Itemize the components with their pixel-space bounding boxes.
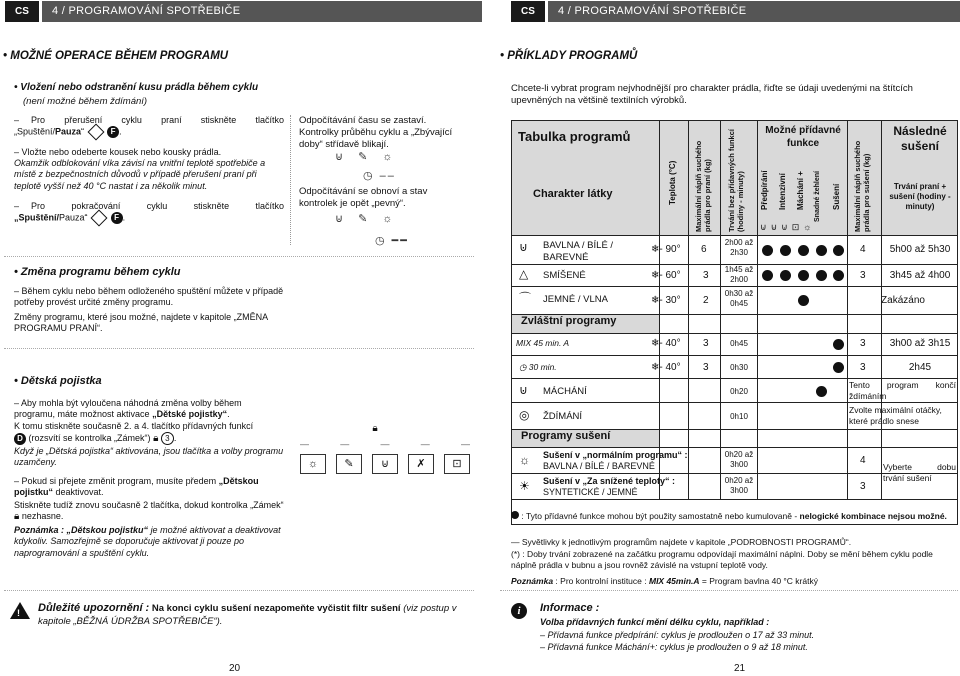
blinking-indicators-icons: ⊍ ✎ ☼ (335, 151, 399, 163)
panel-button-1: ☼ (300, 454, 326, 474)
dry-normal-time: 0h20 až 3h00 (724, 450, 754, 469)
page-header-left: 4 / PROGRAMOVÁNÍ SPOTŘEBIČE (42, 1, 482, 22)
note-2: — Syvětlivky k jednotlivým programům najdete v kapitole „PODROBNOSTI PROGRAMŮ“. (511, 537, 852, 547)
col-max-dry-label: Maximální náplň suchého prádla pro sušení (kg) (853, 140, 871, 232)
row2-dry: 3 (860, 270, 866, 281)
col-line (881, 235, 882, 500)
child-paragraph-1: – Aby mohla být vyloučena náhodná změna volby během programu, máte možnost aktivace „Dětské pojistky“. (14, 398, 242, 420)
mix-total: 3h00 až 3h15 (889, 338, 951, 349)
dry-low-text: SYNTETICKÉ / JEMNÉ (543, 487, 638, 498)
table-title: Tabulka programů (518, 129, 631, 144)
30min-name: ◷ 30 min. (519, 362, 557, 372)
row3-total: Zakázáno (881, 295, 925, 306)
intro-text: Chcete-li vybrat program nejvhodnější pro charakter prádla, řiďte se údaji uvedenými na štítcích upevněných na většině textilních výrobků. (511, 83, 913, 106)
child-note-rest: je možné aktivovat a deaktivovat kdykoliv. Samozřejmě se doporučuje aktivovat ji pouze po naprogramování a spuštění cyklu. (14, 525, 281, 558)
30min-total: 2h45 (908, 362, 932, 373)
steady-indicators-icons: ⊍ ✎ ☼ (335, 213, 399, 225)
insert-paragraph-2: – Vložte nebo odeberte kousek nebo kousky prádla. (14, 147, 222, 157)
dry-low-bold: Sušení v „Za snížené teploty“ : (543, 476, 676, 486)
timer-icon-steady: ◷ ━━ (375, 235, 409, 247)
insert-p4a: Pro pokračování cyklu stiskněte tlačítko (31, 201, 284, 211)
child-p2: K tomu stiskněte současně 2. a 4. tlačítko přídavných funkcí (14, 421, 254, 431)
language-badge-left: CS (5, 1, 39, 22)
col-line (720, 235, 721, 500)
warning-icon (10, 602, 30, 619)
insert-subtitle: (není možné během ždímání) (23, 96, 148, 107)
drying-note: Vyberte dobu trvání sušení (883, 462, 956, 483)
info-sub: Volba přídavných funkcí mění délku cyklu, například : (540, 617, 770, 627)
panel-button-5: ⊡ (444, 454, 470, 474)
delicate-icon: ⌒ (519, 291, 532, 305)
panel-button-3: ⊍ (372, 454, 398, 474)
lock-icon: 🔒︎ (14, 511, 20, 523)
row2-temp: ❄- 60° (651, 270, 681, 281)
mix-temp: ❄- 40° (651, 338, 681, 349)
dot (780, 270, 791, 281)
f-button-icon-2: F (111, 212, 123, 224)
drying-programs-title: Programy sušení (521, 430, 611, 442)
info-icon: i (511, 603, 527, 619)
spin-name: ŽDÍMÁNÍ (543, 411, 583, 422)
mix-load: 3 (703, 338, 709, 349)
col-line (847, 235, 848, 500)
f-button-icon: F (107, 126, 119, 138)
note-1 (511, 511, 956, 522)
row2-temp-text: - 60° (659, 270, 681, 281)
note-4-rest: = Program bavlna 40 °C krátký (701, 576, 818, 586)
next-drying-label: Následné sušení (893, 124, 947, 153)
mix-time: 0h45 (730, 339, 748, 348)
child-note-label: Poznámka : (14, 525, 65, 535)
timer-icon: ◷ ‒‒ (363, 170, 396, 182)
indicator-3-icon: 3 (161, 432, 174, 445)
insert-paragraph-4: – Pro pokračování cyklu stiskněte tlačítko „Spuštění/Pauza“ F . (14, 201, 284, 224)
child-p4b: „Dětskou pojistku“ (14, 476, 259, 498)
special-programs-title: Zvláštní programy (521, 315, 617, 327)
fn3-label: Máchání + (796, 171, 805, 210)
change-paragraph-2: Změny programu, které jsou možné, najdete v kapitole „ZMĚNA PROGRAMU PRANÍ“. (14, 312, 268, 334)
fabric-label: Charakter látky (533, 188, 613, 200)
30min-time: 0h30 (730, 363, 748, 372)
note-3: (*) : Doby trvání zobrazené na začátku programu odpovídají maximální náplni. Doby se mění během cyklu podle náplně prádla v bubnu a jsou rovněž závislé na vstupní teplotě vody. (511, 549, 933, 570)
fn1-label: Předpírání (760, 170, 769, 210)
child-p1a: Aby mohla být vyloučena náhodná změna volby během programu, máte možnost aktivace (14, 398, 242, 420)
language-badge-right: CS (511, 1, 545, 22)
dot (833, 270, 844, 281)
rinse-name: MÁCHÁNÍ (543, 386, 587, 397)
warning-label: Důležité upozornění : (38, 602, 150, 614)
dry-normal-icon: ☼ (519, 453, 530, 467)
start-pause-icon-2 (91, 210, 108, 227)
row1-name: BAVLNA / BÍLÉ / BAREVNÉ (543, 240, 614, 263)
child-p4a: Pokud si přejete změnit program, musíte předem (21, 476, 217, 486)
fn5-label: Sušení (832, 183, 841, 210)
duration-label: Trvání praní + sušení (hodiny - minuty) (889, 182, 951, 211)
change-p1: Během cyklu nebo během odloženého spuštění můžete v případě potřeby provést určité změny programu. (14, 286, 284, 308)
panel-button-4: ✗ (408, 454, 434, 474)
function-icons: ⊍⊍⊍⊡☼ (760, 222, 816, 232)
col-max-wash-label: Maximální náplň suchého prádla pro praní (kg) (694, 140, 712, 232)
info-line-2: – Přídavná funkce Máchání+: cyklus je prodloužen o 9 až 18 minut. (540, 642, 808, 652)
row1-load: 6 (701, 244, 707, 255)
row3-time: 0h30 až 0h45 (724, 289, 754, 308)
30min-name-text: 30 min. (528, 362, 557, 372)
insert-p1b-bold: Pauza (55, 126, 82, 137)
col-temp-label: Teplota (°C) (668, 160, 677, 205)
change-title: • Změna programu během cyklu (14, 266, 181, 278)
rinse-total: Tento program končí ždímáním (849, 380, 956, 401)
change-title-text: Změna programu během cyklu (20, 266, 181, 278)
dot (816, 386, 827, 397)
divider-1 (4, 256, 474, 257)
dot (798, 270, 809, 281)
insert-title-text: Vložení nebo odstranění kusu prádla během cyklu (20, 82, 259, 93)
row3-temp-text: - 30° (659, 295, 681, 306)
rinse-icon: ⊍ (519, 383, 528, 397)
change-paragraph-1: – Během cyklu nebo během odloženého spuštění můžete v případě potřeby provést určité změny programu. (14, 286, 284, 308)
row1-temp: ❄- 90° (651, 244, 681, 255)
dry-low-time: 0h20 až 3h00 (724, 476, 754, 495)
info-title: Informace : (540, 602, 600, 614)
divider-2 (4, 348, 474, 349)
child-paragraph-5 (14, 500, 284, 524)
child-p2-rest: (rozsvítí se kontrolka „Zámek“) (28, 433, 151, 444)
section-title-examples-text: PŘÍKLADY PROGRAMŮ (507, 50, 638, 62)
mixed-icon: △ (519, 267, 529, 281)
d-button-icon: D (14, 433, 26, 445)
row3-load: 2 (703, 295, 709, 306)
divider-right (500, 590, 958, 591)
divider-vertical (290, 115, 292, 245)
dot (816, 245, 827, 256)
warning-icon-mark: ! (17, 608, 20, 618)
dot (762, 270, 773, 281)
child-note-bold: „Dětskou pojistku“ (66, 525, 149, 535)
dot (833, 245, 844, 256)
fn4-label: Snadné žehlení (814, 171, 821, 222)
dry-normal-load: 4 (860, 455, 866, 466)
row2-load: 3 (703, 270, 709, 281)
fn2-label: Intenzivní (778, 173, 787, 210)
start-pause-icon (87, 124, 104, 141)
col-line (757, 235, 758, 500)
col-line (659, 235, 660, 500)
note-4-label: Poznámka (511, 576, 554, 586)
row1-total: 5h00 až 5h30 (889, 244, 951, 255)
insert-p2: Vložte nebo odeberte kousek nebo kousky prádla. (21, 147, 222, 157)
section-title-examples: • PŘÍKLADY PROGRAMŮ (500, 50, 638, 62)
dot (798, 295, 809, 306)
spin-time: 0h10 (730, 412, 748, 421)
spin-icon: ◎ (519, 408, 530, 422)
child-p5: Stiskněte tudíž znovu současně 2 tlačítka, dokud kontrolka „Zámek“ (14, 500, 284, 510)
col-line (688, 235, 689, 500)
mix-dry: 3 (860, 338, 866, 349)
child-lock-title: • Dětská pojistka (14, 375, 102, 387)
insert-title: • Vložení nebo odstranění kusu prádla během cyklu (14, 82, 259, 93)
dot (816, 270, 827, 281)
row1-time: 2h00 až 2h30 (724, 238, 754, 257)
insert-paragraph-3: Okamžik odblokování víka závisí na vnitřní teplotě spotřebiče a místě z bezpečnostních důvodů v případě přerušení praní při teplotě vyšší než 40 °C nastat i za několik minut. (14, 158, 266, 191)
note-1b: nelogické kombinace nejsou možné. (799, 511, 947, 521)
row1-dry: 4 (860, 244, 866, 255)
rinse-time: 0h20 (730, 387, 748, 396)
insert-right-text-1: Odpočítávání času se zastaví. Kontrolky průběhu cyklu a „Zbývající doby“ střídavě blikají. (299, 115, 453, 150)
child-note (14, 525, 284, 559)
dot (780, 245, 791, 256)
30min-temp-text: - 40° (659, 362, 681, 373)
30min-temp: ❄- 40° (651, 362, 681, 373)
dry-low-name (543, 476, 675, 499)
insert-p4b: „Spuštění/ (14, 212, 60, 223)
dot (762, 245, 773, 256)
mix-temp-text: - 40° (659, 338, 681, 349)
row3-temp: ❄- 30° (651, 295, 681, 306)
possible-functions-label: Možné přídavné funkce (765, 125, 841, 149)
spin-total: Zvolte maximální otáčky, které prádlo snese (849, 405, 942, 426)
30min-load: 3 (703, 362, 709, 373)
panel-button-2: ✎ (336, 454, 362, 474)
dot (833, 362, 844, 373)
warning-text (38, 602, 468, 628)
section-title-operations: • MOŽNÉ OPERACE BĚHEM PROGRAMU (3, 50, 229, 62)
note-4-bold: MIX 45min.A (648, 576, 700, 586)
cotton-icon: ⊍ (519, 240, 528, 254)
page-number-left: 20 (229, 663, 241, 674)
30min-dry: 3 (860, 362, 866, 373)
row3-name: JEMNÉ / VLNA (543, 294, 608, 305)
row2-total: 3h45 až 4h00 (889, 270, 951, 281)
warning-bold: Na konci cyklu sušení nezapomeňte vyčistit filtr sušení (151, 603, 401, 614)
info-line-1: – Přídavná funkce předpírání: cyklus je prodloužen o 17 až 33 minut. (540, 630, 815, 640)
child-paragraph-3: Když je „Dětská pojistka“ aktivována, jsou tlačítka a volby programu uzamčeny. (14, 446, 284, 468)
page-header-right: 4 / PROGRAMOVÁNÍ SPOTŘEBIČE (548, 1, 960, 22)
child-title-text: Dětská pojistka (20, 375, 102, 387)
warning-rest: (viz postup v kapitole „BĚŽNÁ ÚDRŽBA SPOTŘEBIČE“). (38, 603, 457, 627)
row2-time: 1h45 až 2h00 (724, 265, 754, 284)
note-4-text: : Pro kontrolní instituce : (555, 576, 647, 586)
child-p1b: „Dětské pojistky“ (152, 409, 228, 420)
insert-paragraph-1: – Pro přerušení cyklu praní stiskněte tlačítko „Spuštění/Pauza“ F . (14, 115, 284, 138)
note-1a: : Tyto přídavné funkce mohou být použity samostatně nebo kumulovaně - (521, 511, 798, 521)
dry-low-icon: ☀ (519, 479, 530, 493)
page-number-right: 21 (734, 663, 746, 674)
child-paragraph-4: – Pokud si přejete změnit program, musíte předem „Dětskou pojistku“ deaktivovat. (14, 476, 259, 498)
child-p4c: deaktivovat. (55, 487, 104, 498)
section-title-text: MOŽNÉ OPERACE BĚHEM PROGRAMU (10, 50, 229, 62)
insert-p1c: “ (81, 126, 85, 137)
row1-temp-text: - 90° (659, 244, 681, 255)
row2-name: SMÍŠENÉ (543, 270, 586, 281)
dry-low-load: 3 (860, 481, 866, 492)
insert-p1a: Pro přerušení cyklu praní stiskněte tlačítko (31, 115, 284, 125)
insert-p1b: „Spuštění/ (14, 126, 56, 137)
dry-normal-bold: Sušení v „normálním programu“ : (543, 450, 688, 460)
dot (798, 245, 809, 256)
dry-normal-name (543, 450, 688, 473)
dry-normal-text: BAVLNA / BÍLÉ / BAREVNÉ (543, 461, 655, 472)
child-lock-panel-illustration: 🔒︎ — — — — — ☼ ✎ ⊍ ✗ ⊡ (300, 423, 470, 474)
child-p5b: nezhasne. (21, 511, 64, 522)
note-4 (511, 576, 956, 587)
insert-p4b-rest: Pauza“ (59, 212, 88, 223)
divider-3 (4, 590, 474, 591)
insert-right-text-2: Odpočítávání se obnoví a stav kontrolek je opět „pevný“. (299, 186, 428, 209)
dot (833, 339, 844, 350)
col-time-label: Trvání bez přídavných funkcí (hodiny - minuty) (727, 129, 745, 232)
child-paragraph-2: K tomu stiskněte současně 2. a 4. tlačítko přídavných funkcí D (rozsvítí se kontrolka „Zámek“) 🔒︎ 3 . (14, 421, 254, 445)
mix-name: MIX 45 min. A (516, 338, 570, 348)
